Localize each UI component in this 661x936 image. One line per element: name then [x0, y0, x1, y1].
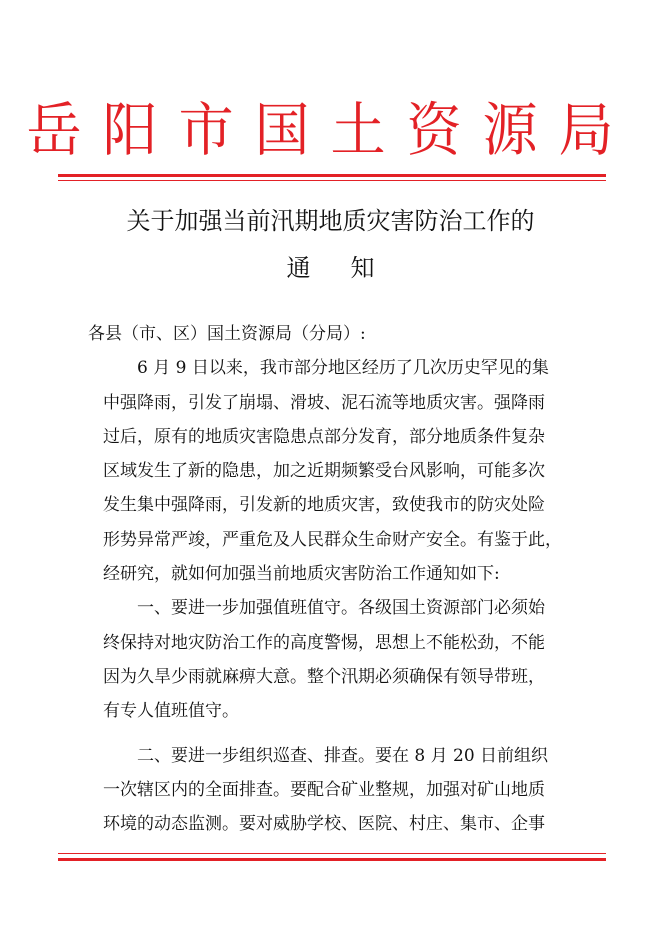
- header-rule-thin: [58, 180, 606, 181]
- footer-rule-thick: [58, 858, 606, 861]
- header-rule-thick: [58, 174, 606, 177]
- document-title-line2: 通知: [286, 254, 415, 282]
- paragraph-line: 一、要进一步加强值班值守。各级国土资源部门必须始: [137, 598, 545, 619]
- paragraph-line: 过后，原有的地质灾害隐患点部分发育，部分地质条件复杂: [103, 426, 545, 447]
- document-title-line1: 关于加强当前汛期地质灾害防治工作的: [126, 207, 535, 235]
- document-body: [88, 317, 562, 841]
- paragraph-line: 区域发生了新的隐患，加之近期频繁受台风影响，可能多次: [103, 461, 545, 482]
- paragraph-line: 6 月 9 日以来，我市部分地区经历了几次历史罕见的集: [137, 358, 549, 379]
- paragraph-line: 终保持对地灾防治工作的高度警惕，思想上不能松劲，不能: [103, 632, 545, 653]
- paragraph-line: 二、要进一步组织巡查、排查。要在 8 月 20 日前组织: [137, 745, 549, 766]
- paragraph-line: 有专人值班值守。: [103, 701, 239, 722]
- paragraph-line: 因为久旱少雨就麻痹大意。整个汛期必须确保有领导带班，: [103, 666, 545, 687]
- paragraph-line: 形势异常严竣，严重危及人民群众生命财产安全。有鉴于此，: [103, 529, 562, 550]
- paragraph-line: 环境的动态监测。要对威胁学校、医院、村庄、集市、企事: [103, 814, 545, 835]
- paragraph-line: 一次辖区内的全面排查。要配合矿业整规，加强对矿山地质: [103, 779, 545, 800]
- paragraph-line: 发生集中强降雨，引发新的地质灾害，致使我市的防灾处险: [103, 495, 545, 516]
- footer-rule-thin: [58, 853, 606, 854]
- salutation: 各县（市、区）国土资源局（分局）:: [88, 324, 366, 344]
- org-name: 岳阳市国土资源局: [26, 96, 635, 164]
- paragraph-line: 中强降雨，引发了崩塌、滑坡、泥石流等地质灾害。强降雨: [103, 392, 545, 413]
- paragraph-line: 经研究，就如何加强当前地质灾害防治工作通知如下:: [103, 564, 500, 585]
